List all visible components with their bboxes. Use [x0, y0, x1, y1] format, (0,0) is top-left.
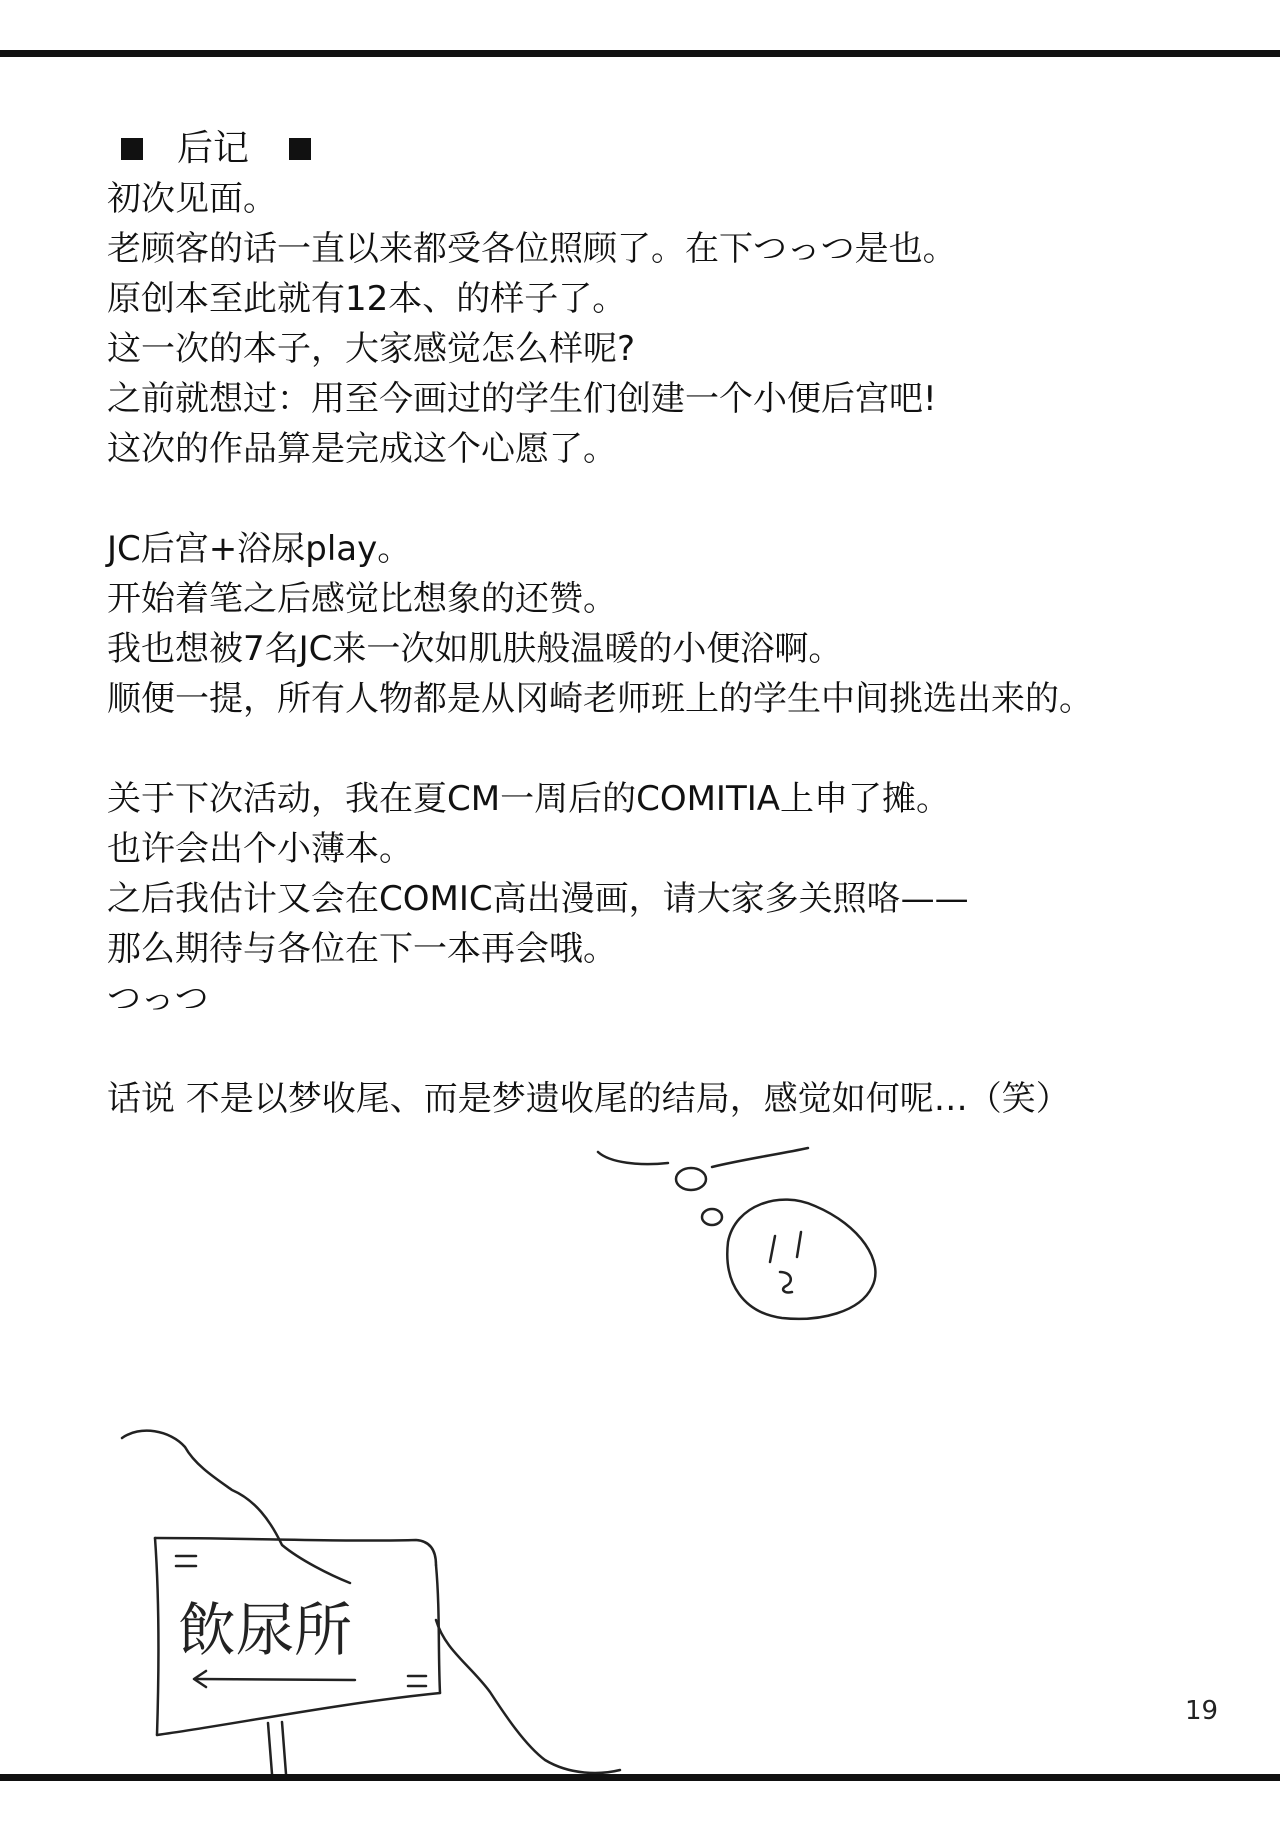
square-bullet-icon: [289, 138, 311, 160]
blob-mouth: [780, 1272, 792, 1292]
text-line: 关于下次活动，我在夏CM一周后的COMITIA上申了摊。: [107, 779, 950, 819]
text-line: JC后宫+浴尿play。: [107, 529, 412, 569]
thought-bubble-small: [676, 1168, 706, 1190]
text-line: 顺便一提，所有人物都是从冈崎老师班上的学生中间挑选出来的。: [107, 679, 1093, 719]
text-line: 之后我估计又会在COMIC高出漫画，请大家多关照咯——: [107, 879, 969, 919]
text-line: 之前就想过：用至今画过的学生们创建一个小便后宫吧!: [107, 379, 937, 419]
thought-line: [712, 1148, 808, 1167]
afterword-text: [107, 124, 1227, 1124]
sign-arrow-shaft: [196, 1679, 355, 1680]
sign-right-edge: [436, 1565, 440, 1693]
blob-eye: [770, 1236, 775, 1262]
hill-outline: [436, 1620, 620, 1773]
paragraph-gap: [107, 474, 1227, 524]
top-border-rule: [0, 50, 1280, 57]
paragraph-gap: [107, 724, 1227, 774]
text-line: 那么期待与各位在下一本再会哦。: [107, 929, 617, 969]
text-line: つっつ: [107, 979, 209, 1019]
text-line: 老顾客的话一直以来都受各位照顾了。在下つっつ是也。: [107, 229, 957, 269]
text-line: 原创本至此就有12本、的样子了。: [107, 279, 627, 319]
hill-outline: [122, 1431, 350, 1583]
sign-bottom-edge: [157, 1693, 440, 1735]
sign-left-edge: [155, 1538, 158, 1735]
text-line: 这次的作品算是完成这个心愿了。: [107, 429, 617, 469]
text-line: 开始着笔之后感觉比想象的还赞。: [107, 579, 617, 619]
sign-mark: [176, 1556, 196, 1566]
text-line: 初次见面。: [107, 179, 277, 219]
heading-title: 后记: [177, 128, 250, 169]
sign-post: [282, 1722, 286, 1774]
blob-eye: [797, 1232, 801, 1257]
text-line: 我也想被7名JC来一次如肌肤般温暖的小便浴啊。: [107, 629, 843, 669]
afterword-heading: [107, 124, 1227, 174]
square-bullet-icon: [121, 138, 143, 160]
thought-bubble-tiny: [702, 1209, 722, 1225]
text-line: 这一次的本子，大家感觉怎么样呢?: [107, 329, 636, 369]
bottom-border-rule: [0, 1774, 1280, 1781]
sign-label: 飲尿所: [178, 1596, 353, 1664]
thought-line: [598, 1152, 668, 1164]
sign-mark: [408, 1676, 426, 1686]
sign-top-edge: [155, 1538, 436, 1565]
blob-face: [727, 1200, 875, 1319]
paragraph-gap: [107, 1024, 1227, 1074]
text-line: 话说 不是以梦收尾、而是梦遗收尾的结局，感觉如何呢…（笑）: [107, 1079, 1070, 1119]
page-number: 19: [1185, 1696, 1219, 1726]
text-line: 也许会出个小薄本。: [107, 829, 413, 869]
sign-arrow-head: [194, 1671, 206, 1687]
sign-post: [268, 1723, 272, 1774]
